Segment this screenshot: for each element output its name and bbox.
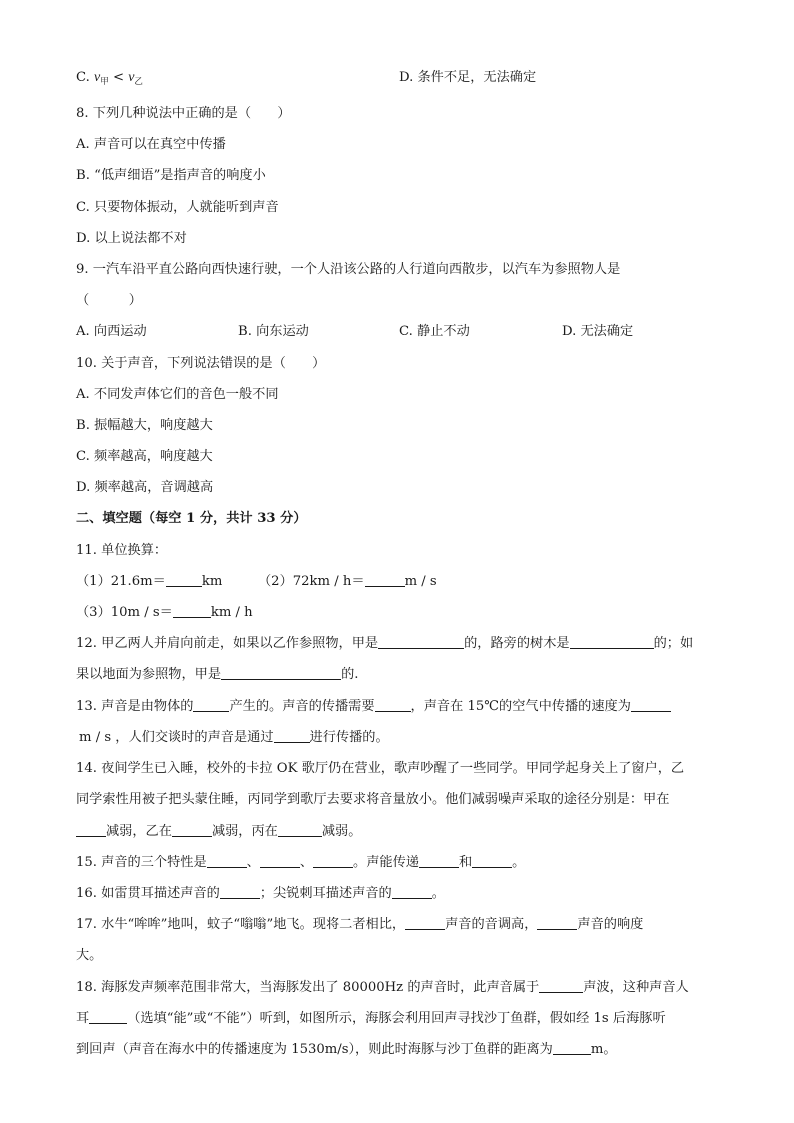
q7-option-c: C. $v_甲 < v_乙$ xyxy=(76,70,143,87)
q9-option-d: D. 无法确定 xyxy=(562,324,634,339)
answer-blank[interactable] xyxy=(631,697,671,712)
q10-option-d: D. 频率越高，音调越高 xyxy=(76,480,214,495)
q10-stem: 10. 关于声音，下列说法错误的是（ ） xyxy=(76,356,326,371)
q8-option-d: D. 以上说法都不对 xyxy=(76,231,187,246)
q12-line2: 果以地面为参照物，甲是 的. xyxy=(76,667,359,682)
q17-line1: 17. 水牛“哞哞”地叫，蚊子“嗡嗡”地飞。现将二者相比， 声音的音调高， 声音的响度 xyxy=(76,917,644,932)
q15-line: 15. 声音的三个特性是 、 、 。声能传递 和 。 xyxy=(76,855,526,870)
q16-line: 16. 如雷贯耳描述声音的 ；尖锐刺耳描述声音的 。 xyxy=(76,886,445,901)
answer-blank[interactable] xyxy=(378,634,464,649)
q14-line3: 减弱，乙在 减弱，丙在 减弱。 xyxy=(76,822,718,842)
q8-option-a: A. 声音可以在真空中传播 xyxy=(76,137,226,152)
answer-blank[interactable] xyxy=(392,884,432,899)
q9-option-c: C. 静止不动 xyxy=(399,324,470,339)
answer-blank[interactable] xyxy=(472,853,512,868)
answer-blank[interactable] xyxy=(173,603,211,618)
section-heading-fill-blank: 二、填空题（每空 1 分，共计 33 分） xyxy=(76,511,307,526)
answer-blank[interactable] xyxy=(405,915,445,930)
q8-stem: 8. 下列几种说法中正确的是（ ） xyxy=(76,106,291,121)
q9-option-b: B. 向东运动 xyxy=(238,324,309,339)
answer-blank[interactable] xyxy=(172,822,212,837)
q18-line1: 18. 海豚发声频率范围非常大，当海豚发出了 80000Hz 的声音时，此声音属于 声波，这种声音人 xyxy=(76,980,689,995)
answer-blank[interactable] xyxy=(553,1040,591,1055)
q12-line1: 12. 甲乙两人并肩向前走，如果以乙作参照物，甲是 的，路旁的树木是 的；如 xyxy=(76,636,694,651)
answer-blank[interactable] xyxy=(539,978,583,993)
q11-row2: （3）10m / s＝ km / h xyxy=(76,605,253,620)
answer-blank[interactable] xyxy=(260,853,300,868)
q8-option-c: C. 只要物体振动，人就能听到声音 xyxy=(76,200,279,215)
answer-blank[interactable] xyxy=(365,572,405,587)
answer-blank[interactable] xyxy=(274,728,310,743)
q8-option-b: B. “低声细语”是指声音的响度小 xyxy=(76,168,266,183)
q11-stem: 11. 单位换算： xyxy=(76,543,168,558)
q18-line2: 耳 （选填“能”或“不能”）听到，如图所示，海豚会利用回声寻找沙丁鱼群，假如经 1s 后海豚听 xyxy=(76,1011,666,1026)
answer-blank[interactable] xyxy=(207,853,247,868)
q17-line2: 大。 xyxy=(76,948,103,963)
answer-blank[interactable] xyxy=(313,853,353,868)
q14-line2: 同学索性用被子把头蒙住睡，丙同学到歌厅去要求将音量放小。他们减弱噪声采取的途径分别是：甲在 xyxy=(76,792,670,807)
q10-option-a: A. 不同发声体它们的音色一般不同 xyxy=(76,387,279,402)
q9-stem-line1: 9. 一汽车沿平直公路向西快速行驶，一个人沿该公路的人行道向西散步，以汽车为参照物人是 xyxy=(76,262,621,277)
answer-blank[interactable] xyxy=(89,1009,127,1024)
q9-stem-line2: （ ） xyxy=(76,293,142,308)
q7-option-d: D. 条件不足，无法确定 xyxy=(399,70,537,85)
q11-part1: （1）21.6m＝ km xyxy=(76,574,223,589)
answer-blank[interactable] xyxy=(220,884,260,899)
q13-line1: 13. 声音是由物体的 产生的。声音的传播需要 ，声音在 15℃的空气中传播的速度为 xyxy=(76,697,718,717)
q9-option-a: A. 向西运动 xyxy=(76,324,147,339)
answer-blank[interactable] xyxy=(278,822,322,837)
q13-line2: m / s ，人们交谈时的声音是通过 进行传播的。 xyxy=(79,730,389,745)
answer-blank[interactable] xyxy=(193,697,229,712)
q10-option-b: B. 振幅越大，响度越大 xyxy=(76,418,213,433)
answer-blank[interactable] xyxy=(375,697,411,712)
q10-option-c: C. 频率越高，响度越大 xyxy=(76,449,213,464)
answer-blank[interactable] xyxy=(419,853,459,868)
q18-line3: 到回声（声音在海水中的传播速度为 1530m/s），则此时海豚与沙丁鱼群的距离为 m。 xyxy=(76,1042,617,1057)
answer-blank[interactable] xyxy=(221,665,341,680)
answer-blank[interactable] xyxy=(537,915,577,930)
answer-blank[interactable] xyxy=(166,572,202,587)
q14-line1: 14. 夜间学生已入睡，校外的卡拉 OK 歌厅仍在营业，歌声吵醒了一些同学。甲同学起身关上了窗户，乙 xyxy=(76,761,685,776)
answer-blank[interactable] xyxy=(570,634,654,649)
q11-part2: （2）72km / h＝ m / s xyxy=(258,574,437,589)
answer-blank[interactable] xyxy=(76,822,106,837)
